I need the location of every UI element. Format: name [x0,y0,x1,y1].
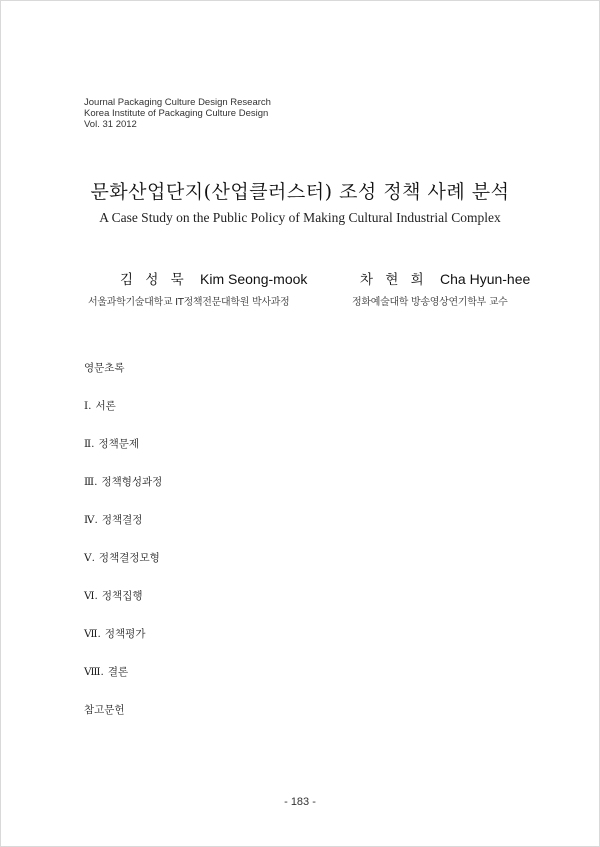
author-1-affiliation: 서울과학기술대학교 IT정책전문대학원 박사과정 [88,297,290,308]
paper-title-english: A Case Study on the Public Policy of Making Cultural Industrial Complex [99,210,501,225]
journal-header [84,97,271,130]
toc-item-introduction [84,398,116,413]
toc-number: Ⅰ. [84,400,92,412]
author-2-affiliation: 정화예술대학 방송영상연기학부 교수 [352,297,508,308]
toc-item-policy-formation [84,474,162,489]
author-2-name-english: Cha Hyun-hee [440,271,531,287]
toc-item-abstract [84,360,125,375]
toc-label: 정책집행 [101,590,143,602]
toc-item-decision-model [84,550,160,565]
paper-title-korean: 문화산업단지(산업클러스터) 조성 정책 사례 분석 [90,181,510,203]
journal-name: Journal Packaging Culture Design Research [84,97,271,108]
toc-number: Ⅲ. [84,476,98,488]
toc-number: Ⅵ. [84,590,98,602]
journal-volume: Vol. 31 2012 [84,119,137,130]
toc-label: 정책평가 [104,628,146,640]
toc-item-policy-implementation [84,588,142,603]
toc-number: Ⅳ. [84,514,98,526]
author-2-name-korean: 차 현 희 [360,272,428,288]
toc-number: Ⅶ. [84,628,101,640]
author-1-name-english: Kim Seong-mook [200,271,308,287]
journal-publisher: Korea Institute of Packaging Culture Design [84,108,269,119]
author-1 [120,268,307,288]
toc-number: Ⅴ. [84,552,95,564]
author-1-name-korean: 김 성 묵 [120,272,188,288]
toc-label: 서론 [95,400,116,412]
page-number: - 183 - [284,796,316,808]
author-2 [360,268,530,288]
toc-label: 정책결정 [101,514,143,526]
toc-label: 영문초록 [84,362,125,374]
toc-label: 정책형성과정 [101,476,163,488]
toc-label: 정책문제 [98,438,140,450]
toc-item-references [84,702,125,717]
toc-item-conclusion [84,664,128,679]
toc-number: Ⅱ. [84,438,95,450]
toc-label: 정책결정모형 [98,552,160,564]
toc-item-policy-decision [84,512,142,527]
toc-label: 결론 [107,666,129,678]
toc-item-policy-evaluation [84,626,145,641]
toc-number: Ⅷ. [84,666,104,678]
toc-item-policy-problem [84,436,139,451]
toc-label: 참고문헌 [84,704,125,716]
